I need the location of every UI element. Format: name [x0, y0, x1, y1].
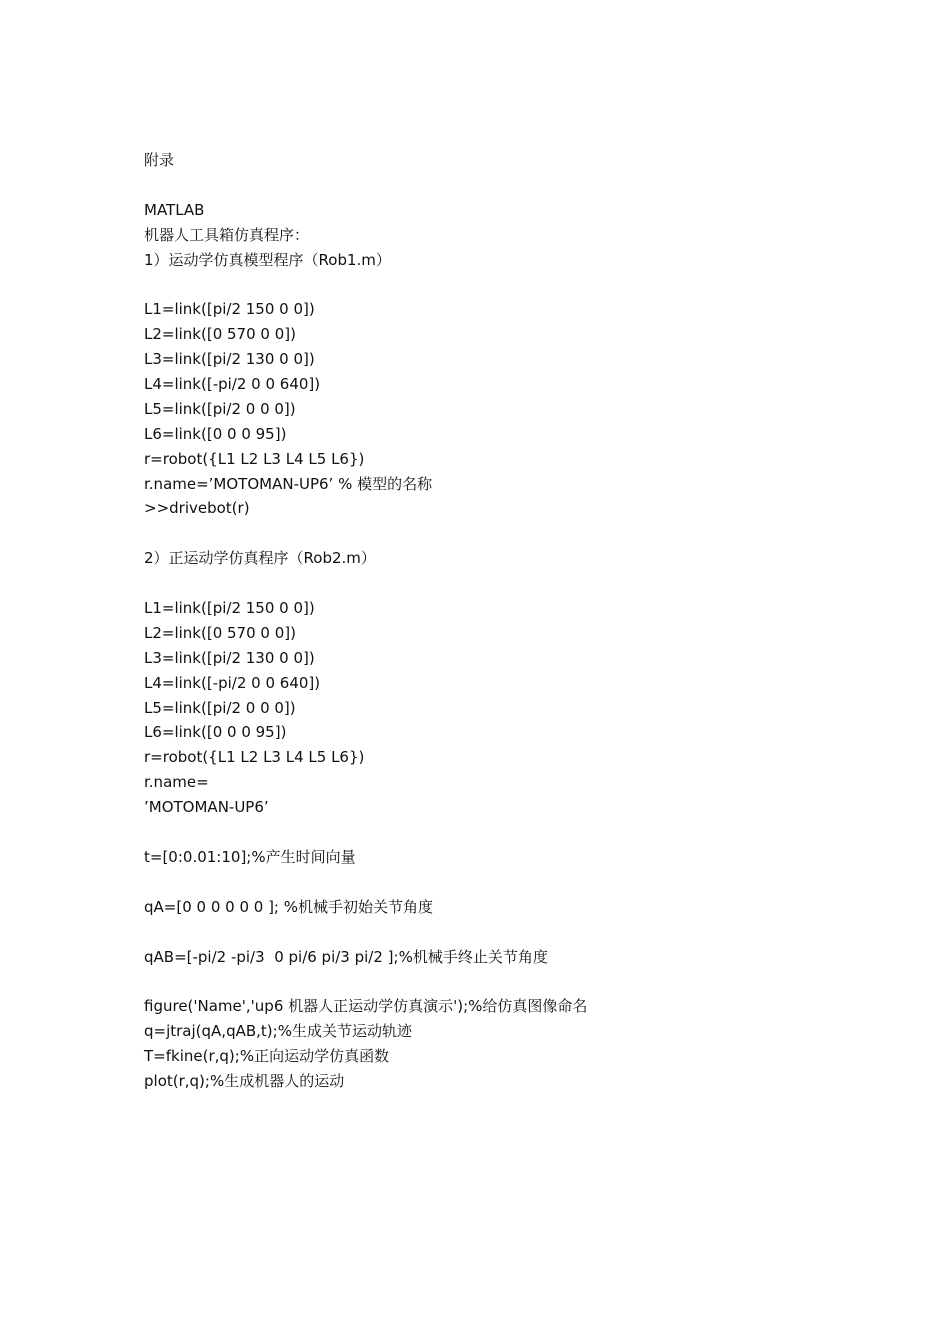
blank-line: [144, 870, 844, 895]
code-line: L5=link([pi/2 0 0 0]): [144, 399, 296, 418]
code-line: r=robot({L1 L2 L3 L4 L5 L6}): [144, 449, 365, 468]
time-vector-line: t=[0:0.01:10];%产生时间向量: [144, 847, 356, 866]
code-line: >>drivebot(r): [144, 499, 250, 518]
code-line: L6=link([0 0 0 95]): [144, 424, 287, 443]
blank-line: [144, 820, 844, 845]
code-line: r.name=’MOTOMAN-UP6’ % 模型的名称: [144, 474, 433, 493]
code-line: figure('Name','up6 机器人正运动学仿真演示');%给仿真图像命名: [144, 997, 588, 1016]
code-line: L2=link([0 570 0 0]): [144, 623, 296, 642]
initial-angles-line: qA=[0 0 0 0 0 0 ]; %机械手初始关节角度: [144, 897, 433, 916]
code-line: L4=link([-pi/2 0 0 640]): [144, 375, 321, 394]
code-line: T=fkine(r,q);%正向运动学仿真函数: [144, 1047, 390, 1066]
section-label: MATLAB: [144, 200, 205, 219]
section-subtitle: 机器人工具箱仿真程序：: [144, 225, 310, 244]
code-line: plot(r,q);%生成机器人的运动: [144, 1071, 345, 1090]
document-content: [144, 148, 844, 1094]
blank-line: [144, 173, 844, 198]
part2-title: 2）正运动学仿真程序（Rob2.m）: [144, 549, 376, 568]
code-line: L6=link([0 0 0 95]): [144, 723, 287, 742]
blank-line: [144, 521, 844, 546]
blank-line: [144, 571, 844, 596]
code-line: ’MOTOMAN-UP6’: [144, 798, 269, 817]
code-line: L1=link([pi/2 150 0 0]): [144, 300, 315, 319]
code-line: q=jtraj(qA,qAB,t);%生成关节运动轨迹: [144, 1022, 412, 1041]
blank-line: [144, 920, 844, 945]
blank-line: [144, 272, 844, 297]
final-angles-line: qAB=[-pi/2 -pi/3 0 pi/6 pi/3 pi/2 ];%机械手终止关节角度: [144, 947, 548, 966]
code-line: L3=link([pi/2 130 0 0]): [144, 648, 315, 667]
code-line: L3=link([pi/2 130 0 0]): [144, 350, 315, 369]
code-line: r.name=: [144, 773, 209, 792]
code-line: L4=link([-pi/2 0 0 640]): [144, 673, 321, 692]
code-line: r=robot({L1 L2 L3 L4 L5 L6}): [144, 748, 365, 767]
code-line: L1=link([pi/2 150 0 0]): [144, 599, 315, 618]
blank-line: [144, 969, 844, 994]
appendix-heading: 附录: [144, 151, 175, 169]
code-line: L2=link([0 570 0 0]): [144, 325, 296, 344]
code-line: L5=link([pi/2 0 0 0]): [144, 698, 296, 717]
part1-title: 1）运动学仿真模型程序（Rob1.m）: [144, 250, 391, 269]
